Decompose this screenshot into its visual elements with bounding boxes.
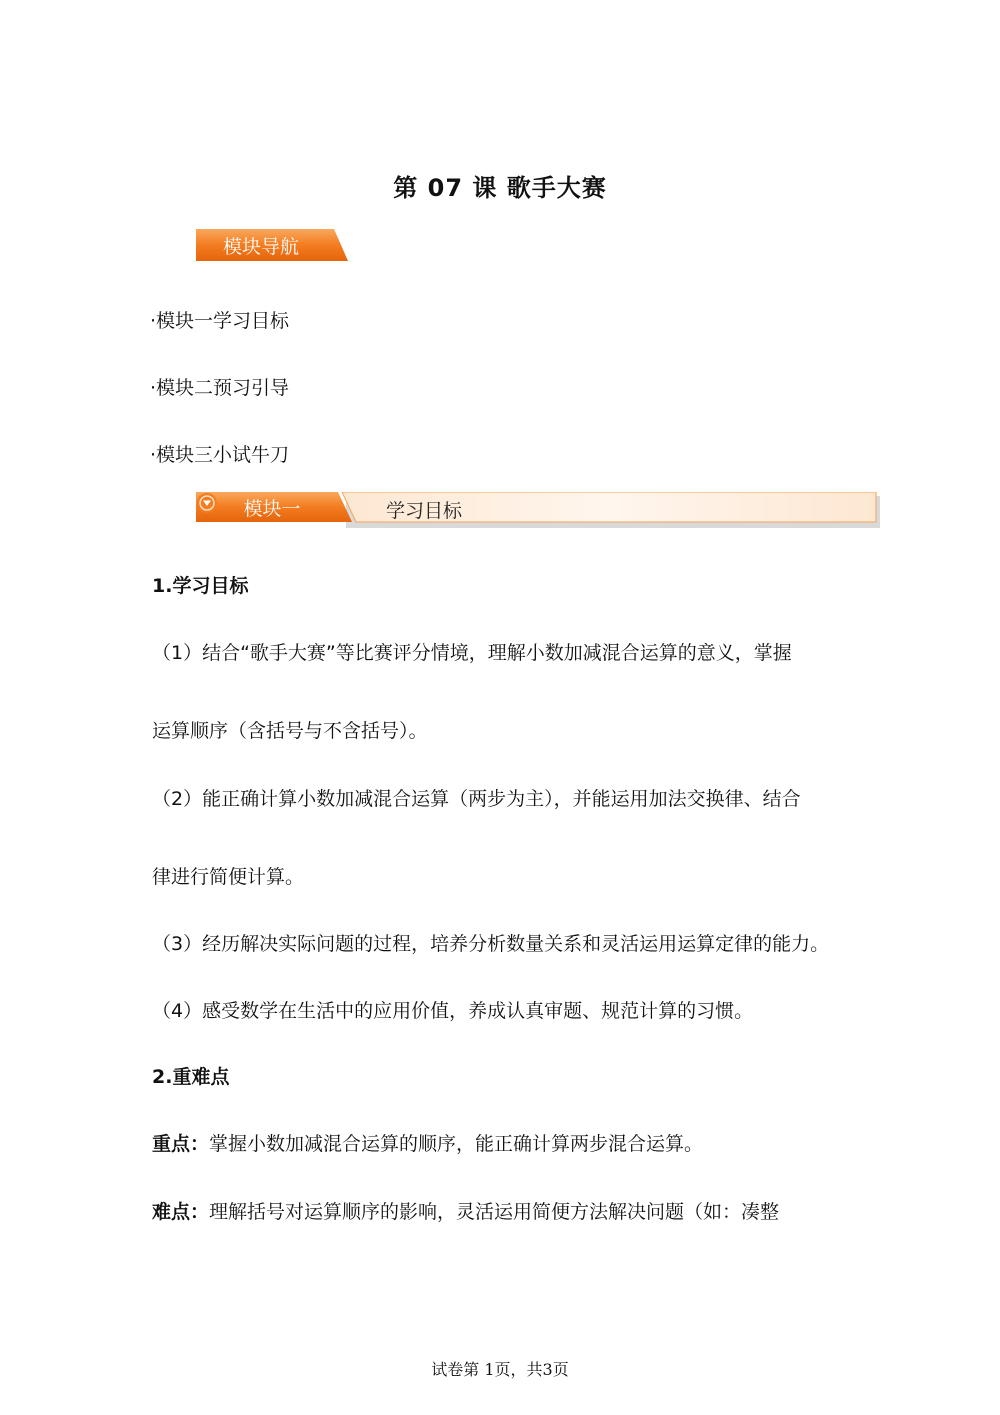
goal-2-line-1: （2）能正确计算小数加减混合运算（两步为主），并能运用加法交换律、结合: [152, 788, 801, 810]
goal-1-line-2: 运算顺序（含括号与不含括号）。: [152, 720, 428, 742]
goal-1-line-1: （1）结合“歌手大赛”等比赛评分情境，理解小数加减混合运算的意义，掌握: [152, 642, 792, 664]
page-title: 第 07 课 歌手大赛: [393, 174, 607, 202]
section-heading-key-points: 2.重难点: [152, 1066, 230, 1088]
difficulty-text: 理解括号对运算顺序的影响，灵活运用简便方法解决问题（如：凑整: [209, 1201, 780, 1223]
goal-3: （3）经历解决实际问题的过程，培养分析数量关系和灵活运用运算定律的能力。: [152, 933, 830, 955]
nav-item-module-2[interactable]: ·模块二预习引导: [150, 377, 290, 399]
page-footer: 试卷第 1页，共3页: [431, 1360, 569, 1379]
nav-item-module-1[interactable]: ·模块一学习目标: [150, 310, 290, 332]
module-header-bar: [196, 492, 880, 528]
key-point-text: 掌握小数加减混合运算的顺序，能正确计算两步混合运算。: [209, 1133, 704, 1155]
difficulty-label: 难点：: [152, 1201, 210, 1223]
section-heading-goals: 1.学习目标: [152, 575, 249, 597]
nav-tab-label: 模块导航: [222, 236, 299, 258]
module-nav-tab: [196, 229, 348, 261]
difficulty-paragraph: [152, 1197, 779, 1224]
goal-2-line-2: 律进行简便计算。: [152, 866, 305, 888]
key-point-label: 重点：: [152, 1133, 210, 1155]
goal-4: （4）感受数学在生活中的应用价值，养成认真审题、规范计算的习惯。: [152, 1000, 754, 1022]
key-point-paragraph: [152, 1129, 703, 1156]
chevron-down-icon[interactable]: [196, 492, 218, 514]
module-bar-title: 学习目标: [386, 500, 463, 522]
module-bar-label: 模块一: [243, 498, 301, 520]
nav-item-module-3[interactable]: ·模块三小试牛刀: [150, 444, 290, 466]
